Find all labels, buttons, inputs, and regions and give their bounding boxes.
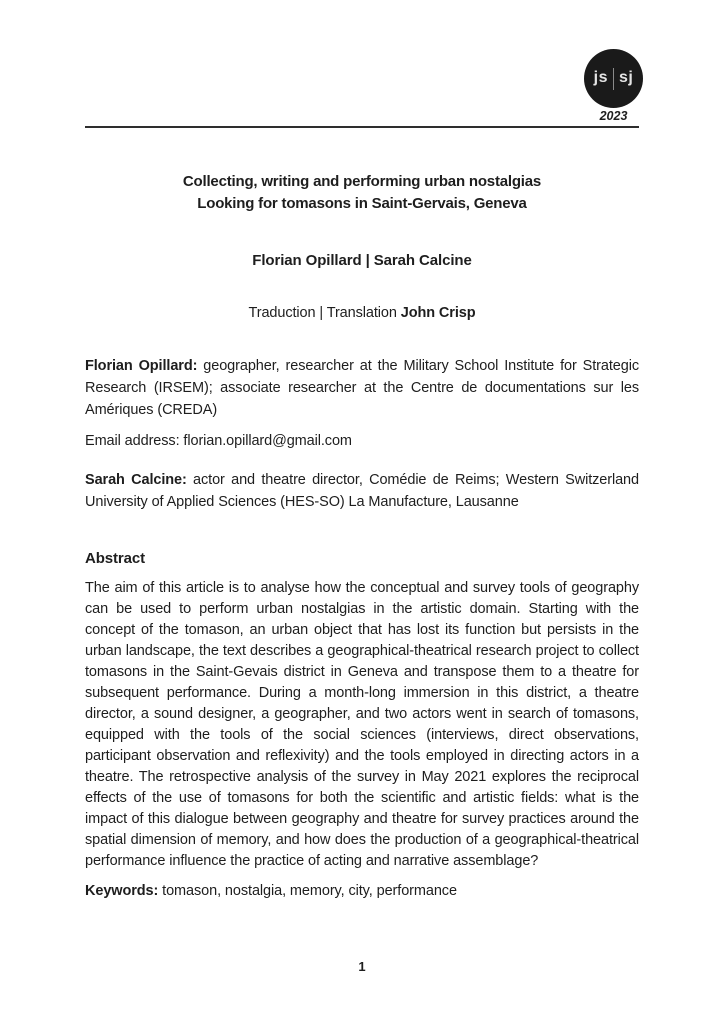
journal-logo	[584, 49, 643, 108]
title-line-2: Looking for tomasons in Saint-Gervais, Geneva	[197, 195, 527, 212]
keywords-text: tomason, nostalgia, memory, city, performance	[158, 883, 457, 899]
logo-text-js: js	[593, 68, 608, 86]
abstract-heading: Abstract	[85, 550, 146, 567]
article-title	[85, 171, 639, 215]
year-label: 2023	[599, 109, 628, 123]
author-bio-opillard	[85, 355, 639, 421]
keywords-label: Keywords:	[85, 883, 159, 899]
logo-text-sj: sj	[619, 68, 634, 86]
author-bio-calcine	[85, 469, 639, 513]
translator-name: John Crisp	[400, 305, 476, 321]
article-content	[85, 171, 639, 902]
authors-line: Florian Opillard | Sarah Calcine	[252, 252, 472, 269]
title-line-1: Collecting, writing and performing urban nostalgias	[182, 173, 542, 190]
email-line: Email address: florian.opillard@gmail.com	[85, 433, 352, 449]
translation-prefix: Traduction | Translation	[248, 305, 401, 321]
page-number: 1	[358, 959, 366, 974]
abstract-text: The aim of this article is to analyse how the conceptual and survey tools of geography can be used to perform urban nostalgias in the artistic domain. Starting with the concept of the tomason, an urban object that has lost its function but persists in the urban landscape, the text describes a geographical-theatrical research project to collect tomasons in the Saint-Gevais district in Geneva and transpose them to a theatre for subsequent performance. During a month-long immersion in this district, a theatre director, a sound designer, a geographer, and two actors went in search of tomasons, equipped with the tools of the social sciences (interviews, direct observations, participant observation and reflexivity) and the tools employed in directing actors in a theatre. The retrospective analysis of the survey in May 2021 explores the reciprocal effects of the use of tomasons for both the scientific and artistic fields: what is the impact of this dialogue between geography and theatre for survey practices around the spatial dimension of memory, and how does the production of a geographical-theatrical performance influence the practice of acting and narrative assemblage?	[85, 580, 639, 869]
logo-divider	[613, 68, 614, 90]
bio-opillard-text: geographer, researcher at the Military School Institute for Strategic Research (IRSEM); associate researcher at the Centre de documentations sur les Amériques (CREDA)	[85, 358, 639, 418]
bio-calcine-text: actor and theatre director, Comédie de Reims; Western Switzerland University of Applied Sciences (HES-SO) La Manufacture, Lausanne	[85, 472, 639, 510]
bio-calcine-name: Sarah Calcine:	[85, 472, 187, 488]
bio-opillard-name: Florian Opillard:	[85, 358, 198, 374]
keywords-line	[85, 880, 639, 902]
translation-line	[85, 302, 639, 324]
header-rule	[85, 126, 639, 128]
